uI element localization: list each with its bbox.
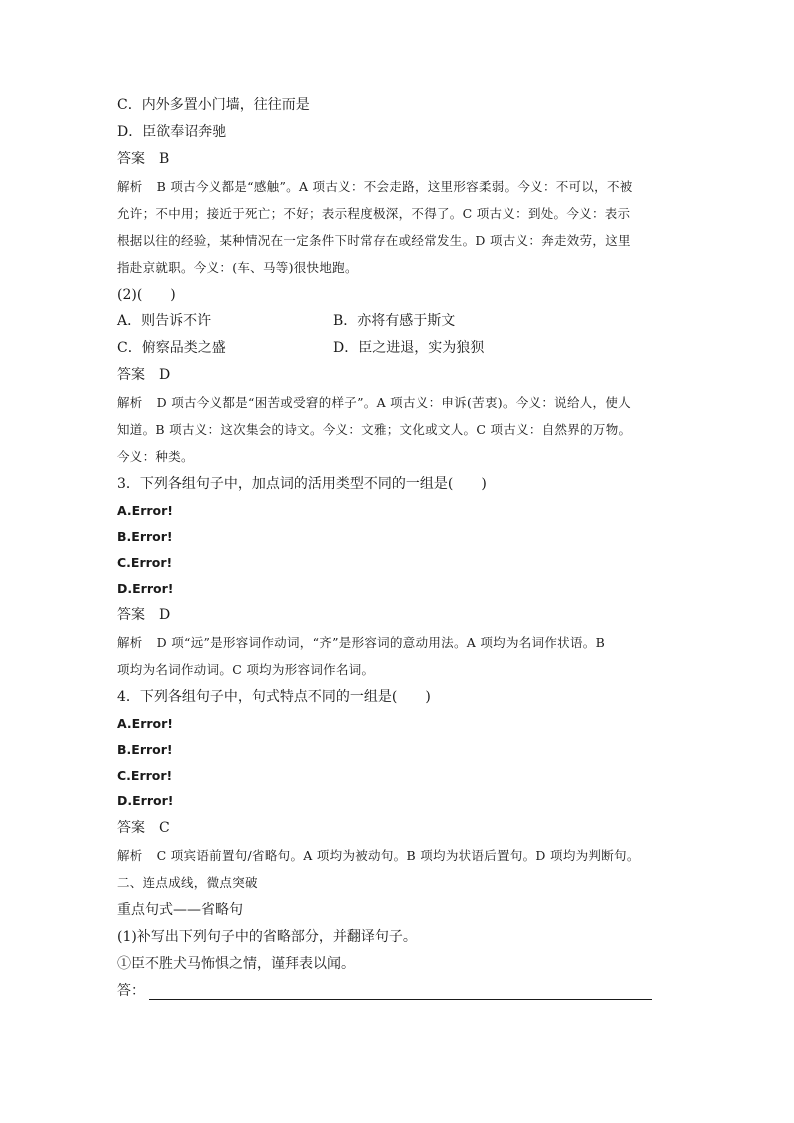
q3-option-d: D.Error! [117,581,174,596]
explanation-label: 解析 [117,395,143,410]
q3-explanation-line: 项均为名词作动词。C 项均为形容词作名词。 [117,662,375,677]
answer-value: D [159,367,171,383]
q2-option-c: C．俯察品类之盛 [117,340,226,356]
q2-answer [117,366,170,384]
answer-value: C [159,820,170,836]
q2-explanation-line: 知道。B 项古义：这次集会的诗文。今义：文雅；文化或文人。C 项古义：自然界的万物。 [117,422,632,437]
q1-option-c: C．内外多置小门墙，往往而是 [117,97,310,113]
q4-option-a: A.Error! [117,716,173,731]
answer-value: B [159,151,170,167]
section-heading: 二、连点成线，微点突破 [117,875,258,890]
q4-option-c: C.Error! [117,768,173,783]
q2-option-d: D．臣之进退，实为狼狈 [333,340,485,356]
q1-explanation-line: 根据以往的经验，某种情况在一定条件下时常存在或经常发生。D 项古义：奔走效劳，这里 [117,233,631,248]
answer-prompt: 答： [117,983,145,999]
q4-option-b: B.Error! [117,742,173,757]
answer-label: 答案 [117,367,145,383]
q4-stem: 4．下列各组句子中，句式特点不同的一组是( ) [117,689,431,705]
answer-label: 答案 [117,820,145,836]
source-sentence: ①臣不胜犬马怖惧之情，谨拜表以闻。 [117,956,355,972]
q4-answer [117,819,170,837]
q4-explanation-line: 解析 C 项宾语前置句/省略句。A 项均为被动句。B 项均为状语后置句。D 项均为判断句。 [117,848,640,863]
q2-stem: (2)( ) [117,287,176,303]
q1-explanation-line: 允许；不中用；接近于死亡；不好；表示程度极深，不得了。C 项古义：到处。今义：表示 [117,206,631,221]
q1-answer [117,150,169,168]
explanation-label: 解析 [117,635,143,650]
q3-option-a: A.Error! [117,503,173,518]
explanation-label: 解析 [117,848,143,863]
answer-label: 答案 [117,607,145,623]
answer-blank-line[interactable] [149,985,652,1000]
q2-explanation-line: 解析 D 项古今义都是“困苦或受窘的样子”。A 项古义：申诉(苦衷)。今义：说给人，使人 [117,395,631,410]
explanation-label: 解析 [117,179,143,194]
q2-option-a: A．则告诉不许 [117,313,212,329]
answer-row [117,982,652,1000]
q3-option-c: C.Error! [117,555,173,570]
answer-label: 答案 [117,151,145,167]
q1-explanation-line: 解析 B 项古今义都是“感触”。A 项古义：不会走路，这里形容柔弱。今义：不可以，不被 [117,179,633,194]
q3-option-b: B.Error! [117,529,173,544]
answer-value: D [159,607,171,623]
q3-stem: 3．下列各组句子中，加点词的活用类型不同的一组是( ) [117,476,487,492]
q1-option-d: D．臣欲奉诏奔驰 [117,124,227,140]
q1-explanation-line: 指赴京就职。今义：(车、马等)很快地跑。 [117,260,358,275]
section-subheading: 重点句式——省略句 [117,902,243,918]
q4-option-d: D.Error! [117,793,174,808]
q2-option-b: B．亦将有感于斯文 [333,313,456,329]
q2-options-row-2 [117,339,677,357]
q3-explanation-line: 解析 D 项“远”是形容词作动词，“齐”是形容词的意动用法。A 项均为名词作状语。B [117,635,606,650]
task-instruction: (1)补写出下列句子中的省略部分，并翻译句子。 [117,929,417,945]
q2-options-row-1 [117,312,677,330]
q2-explanation-line: 今义：种类。 [117,449,194,464]
q3-answer [117,606,170,624]
